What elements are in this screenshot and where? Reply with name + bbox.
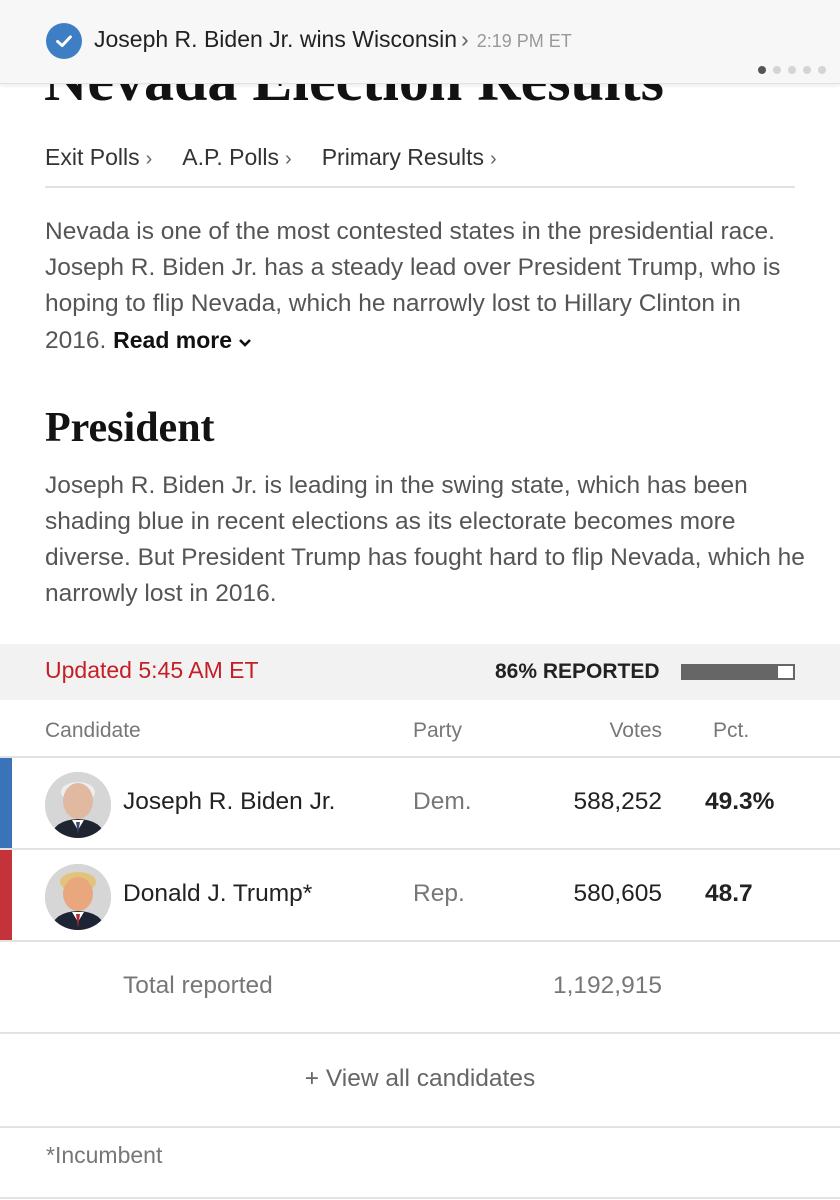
nav-link-label: A.P. Polls [182,144,280,170]
nav-link-label: Primary Results [321,144,484,170]
carousel-dot-active[interactable] [758,66,766,74]
header-party: Party [413,719,463,742]
section-title: President [45,405,215,451]
candidate-votes: 580,605 [573,880,662,907]
sub-navigation [45,144,795,188]
avatar [45,864,111,930]
read-more-label: Read more [113,327,232,353]
updated-time: Updated 5:45 AM ET [45,657,259,683]
chevron-right-icon: › [145,148,153,170]
results-status-bar [0,644,840,700]
banner-time: 2:19 PM ET [476,31,572,51]
intro-text: Nevada is one of the most contested states in the presidential race. Joseph R. Biden Jr. has a steady lead over President Trump, who is hoping to flip Nevada, which he narrowly lost to Hillary Clinton in 2016. [45,218,781,354]
results-table [0,700,840,1128]
candidate-name: Joseph R. Biden Jr. [123,788,336,815]
carousel-dots[interactable] [758,66,826,74]
header-candidate: Candidate [45,719,141,742]
candidate-party: Rep. [413,880,465,907]
carousel-dot[interactable] [818,66,826,74]
read-more-link[interactable] [113,327,252,353]
total-label: Total reported [123,972,273,999]
candidate-pct: 49.3% [705,788,775,815]
nav-link-exit-polls[interactable] [45,144,152,186]
table-row [0,850,840,942]
view-all-candidates-button[interactable] [0,1034,840,1128]
chevron-right-icon: › [461,26,469,52]
checkmark-circle-icon [46,23,82,59]
reporting-progress-fill [683,666,778,678]
avatar [45,772,111,838]
header-pct: Pct. [713,719,750,742]
incumbent-footnote: *Incumbent [46,1142,163,1168]
carousel-dot[interactable] [773,66,781,74]
table-header [0,700,840,758]
total-votes: 1,192,915 [553,972,662,999]
total-row [0,942,840,1034]
percent-reported: 86% REPORTED [495,660,660,683]
chevron-right-icon: › [285,148,292,170]
nav-link-label: Exit Polls [45,144,140,170]
candidate-pct: 48.7 [705,880,753,907]
chevron-down-icon [238,338,252,348]
chevron-right-icon: › [490,148,497,170]
divider [0,1197,840,1199]
party-color-strip [0,758,12,848]
table-row [0,758,840,850]
header-votes: Votes [609,719,662,742]
carousel-dot[interactable] [803,66,811,74]
view-all-label: + View all candidates [304,1065,536,1092]
candidate-votes: 588,252 [573,788,662,815]
section-description: Joseph R. Biden Jr. is leading in the swing state, which has been shading blue in recent elections as its electorate becomes more diverse. But President Trump has fought hard to flip Nevada, which he narrowly lost in 2016. [45,472,805,607]
candidate-party: Dem. [413,788,472,815]
carousel-dot[interactable] [788,66,796,74]
intro-paragraph [45,214,805,359]
banner-headline-text: Joseph R. Biden Jr. wins Wisconsin [94,26,458,52]
nav-link-primary-results[interactable] [322,144,497,186]
party-color-strip [0,850,12,940]
breaking-news-banner[interactable] [0,0,840,84]
reporting-progress-bar [681,664,795,680]
nav-link-ap-polls[interactable] [182,144,291,186]
banner-headline[interactable] [94,26,572,53]
candidate-name: Donald J. Trump* [123,880,313,907]
